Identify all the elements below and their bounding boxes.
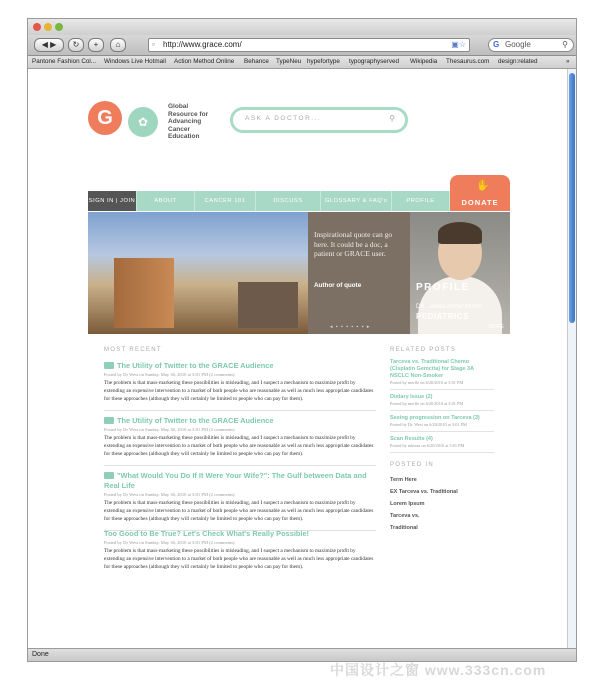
chat-icon xyxy=(104,472,114,479)
search-field[interactable] xyxy=(488,38,574,52)
page-content xyxy=(28,69,568,649)
related-post-meta: Posted by Dr. West on 6/20/2010 at 3:01 PM xyxy=(390,422,467,427)
doctor-hair xyxy=(438,222,482,244)
divider xyxy=(390,431,494,432)
post-item xyxy=(104,361,376,411)
search-field-label: Google xyxy=(505,40,531,49)
bookmarks-overflow-icon[interactable]: » xyxy=(566,58,570,65)
related-post-meta: Posted by merfle on 6/20/2010 at 3:01 PM xyxy=(390,380,464,385)
bookmarks-bar xyxy=(28,56,576,69)
add-bookmark-icon[interactable]: + xyxy=(88,38,104,52)
post-meta: Posted by Dr West on Sunday, May 30, 2010 at 3:01 PM (2 comments) xyxy=(104,540,235,545)
bookmark-item[interactable]: Action Method Online xyxy=(174,58,235,65)
post-excerpt: The problem is that mass-marketing these possibilities is misleading, and I suspect a mechanism to maximize profit by extending an expensive intervention to a market of both people who are reasonable as well as much less appropriate candidates for these approaches (although they will certainly be limited to people who can pay for them). xyxy=(104,500,374,522)
google-icon: G xyxy=(493,40,500,49)
related-post-title[interactable]: Seeing progression on Tarceva (3) xyxy=(390,415,480,421)
divider xyxy=(104,465,376,466)
most-recent-heading: MOST RECENT xyxy=(104,347,162,353)
divider xyxy=(390,389,494,390)
nav-profile[interactable]: PROFILE xyxy=(392,191,450,211)
related-posts-heading: RELATED POSTS xyxy=(390,347,457,353)
vertical-scrollbar[interactable] xyxy=(567,69,576,649)
rss-icon[interactable]: ▣☆ xyxy=(451,40,466,49)
bookmark-item[interactable]: hypefortype xyxy=(307,58,340,65)
main-nav xyxy=(88,191,510,211)
reload-icon[interactable]: ↻ xyxy=(68,38,84,52)
tag-link[interactable]: Tarceva vs. xyxy=(390,513,420,519)
close-button[interactable] xyxy=(33,23,41,31)
quote-panel xyxy=(308,212,410,334)
divider xyxy=(390,452,494,453)
related-post xyxy=(390,359,494,457)
bookmark-item[interactable]: typographyserved xyxy=(349,58,400,65)
more-link[interactable]: MORE xyxy=(489,324,504,330)
status-text: Done xyxy=(32,651,49,658)
address-bar[interactable] xyxy=(148,38,470,52)
watermark: 中国设计之窗 www.333cn.com xyxy=(330,662,547,678)
post-title[interactable]: "What Would You Do If It Were Your Wife?": The Gulf between Data and Real Life xyxy=(104,471,367,490)
search-icon[interactable]: ⚲ xyxy=(562,40,568,49)
bookmark-item[interactable]: Pantone Fashion Col... xyxy=(32,58,97,65)
search-placeholder: ASK A DOCTOR... xyxy=(245,115,322,122)
slideshow-pager[interactable]: ◂ ▪ ▪ ▪ ▪ ▪ ▪ ▸ xyxy=(330,324,371,330)
page-icon: ▫ xyxy=(152,40,155,49)
bookmark-item[interactable]: Behance xyxy=(244,58,269,65)
nav-cancer-101[interactable]: CANCER 101 xyxy=(195,191,256,211)
tag-link[interactable]: Lorem Ipsum xyxy=(390,501,425,507)
back-forward-button[interactable]: ◀ ▶ xyxy=(34,38,64,52)
twitter-icon xyxy=(104,417,114,424)
minimize-button[interactable] xyxy=(44,23,52,31)
tag-link[interactable]: Traditional xyxy=(390,525,418,531)
post-title[interactable]: Too Good to Be True? Let's Check What's Really Possible! xyxy=(104,529,310,538)
address-bar-text: http://www.grace.com/ xyxy=(163,40,242,49)
tag-link[interactable]: EX Tarceva vs. Traditional xyxy=(390,489,458,495)
scroll-thumb[interactable] xyxy=(569,73,575,323)
nav-about[interactable]: ABOUT xyxy=(137,191,195,211)
divider xyxy=(390,410,494,411)
logo-text: Global Resource for Advancing Cancer Education xyxy=(168,103,209,140)
post-title[interactable]: The Utility of Twitter to the GRACE Audience xyxy=(104,361,376,371)
ask-doctor-search[interactable] xyxy=(230,107,408,133)
profile-label: PROFILE xyxy=(416,282,470,293)
post-meta: Posted by Dr West on Sunday, May 30, 2010 at 3:01 PM (2 comments) xyxy=(104,492,235,497)
related-post-title[interactable]: Tarceva vs. Traditional Chemo (Cisplatin Gemcita) for Stage 3A NSCLC Non-Smoker xyxy=(390,359,474,379)
donate-label: DONATE xyxy=(461,198,499,207)
profile-specialty: PEDIATRICS xyxy=(416,312,469,321)
profile-panel[interactable] xyxy=(410,212,510,334)
post-title[interactable]: The Utility of Twitter to the GRACE Audience xyxy=(104,416,376,426)
campus-photo xyxy=(88,212,308,334)
ribbon-logo-icon: ✿ xyxy=(128,107,158,137)
related-post-title[interactable]: Dietary Issue (2) xyxy=(390,394,433,400)
hand-icon: ✋ xyxy=(476,180,490,192)
nav-signin-join[interactable]: SIGN IN | JOIN xyxy=(88,191,137,211)
quote-author: Author of quote xyxy=(314,282,362,289)
hero-banner xyxy=(88,212,510,334)
bookmark-item[interactable]: TypeNeu xyxy=(276,58,302,65)
browser-window xyxy=(27,18,577,662)
post-excerpt: The problem is that mass-marketing these possibilities is misleading, and I suspect a mechanism to maximize profit by extending an expensive intervention to a market of both people who are reasonable as well as much less appropriate candidates for these approaches (although they will certainly be limited to people who can pay for them). xyxy=(104,548,374,570)
title-bar xyxy=(28,19,576,35)
tag-link[interactable]: Term Here xyxy=(390,477,417,483)
post-type-icon xyxy=(104,362,114,369)
divider xyxy=(104,410,376,411)
posted-in-heading: POSTED IN xyxy=(390,462,435,468)
nav-glossary-faq[interactable]: GLOSSARY & FAQ's xyxy=(321,191,392,211)
related-post-meta: Posted by mkteaa on 6/20/2010 at 3:01 PM xyxy=(390,443,465,448)
quote-text: Inspirational quote can go here. It could be a doc, a patient or GRACE user. xyxy=(314,230,393,258)
post-item xyxy=(104,416,376,466)
zoom-button[interactable] xyxy=(55,23,63,31)
building-image xyxy=(114,258,174,328)
post-meta: Posted by Dr West on Sunday, May 30, 2010 at 3:01 PM (2 comments) xyxy=(104,427,235,432)
profile-name: DR. James Arthur Munro xyxy=(416,304,483,310)
post-excerpt: The problem is that mass-marketing these possibilities is misleading, and I suspect a mechanism to maximize profit by extending an expensive intervention to a market of both people who are reasonable as well as much less appropriate candidates for these approaches (although they will certainly be limited to people who can pay for them). xyxy=(104,380,374,402)
related-post-title[interactable]: Scan Results (4) xyxy=(390,436,433,442)
grace-logo[interactable]: G xyxy=(88,101,122,135)
donate-button[interactable] xyxy=(450,175,510,211)
home-icon[interactable]: ⌂ xyxy=(110,38,126,52)
post-item xyxy=(104,529,376,571)
post-item xyxy=(104,471,376,531)
post-meta: Posted by Dr West on Sunday, May 30, 2010 at 3:01 PM (2 comments) xyxy=(104,372,235,377)
browser-toolbar xyxy=(28,35,576,56)
nav-discuss[interactable]: DISCUSS xyxy=(256,191,321,211)
bookmark-item[interactable]: Thesaurus.com xyxy=(446,58,490,65)
related-post-meta: Posted by merfle on 6/20/2010 at 3:01 PM xyxy=(390,401,464,406)
bookmark-item[interactable]: Windows Live Hotmail xyxy=(104,58,166,65)
search-icon[interactable]: ⚲ xyxy=(389,114,395,123)
post-excerpt: The problem is that mass-marketing these possibilities is misleading, and I suspect a mechanism to maximize profit by extending an expensive intervention to a market of both people who are reasonable as well as much less appropriate candidates for these approaches (although they will certainly be limited to people who can pay for them). xyxy=(104,435,374,457)
building-image xyxy=(238,282,298,328)
bookmark-item[interactable]: Wikipedia xyxy=(410,58,438,65)
bookmark-item[interactable]: design:related xyxy=(498,58,538,65)
